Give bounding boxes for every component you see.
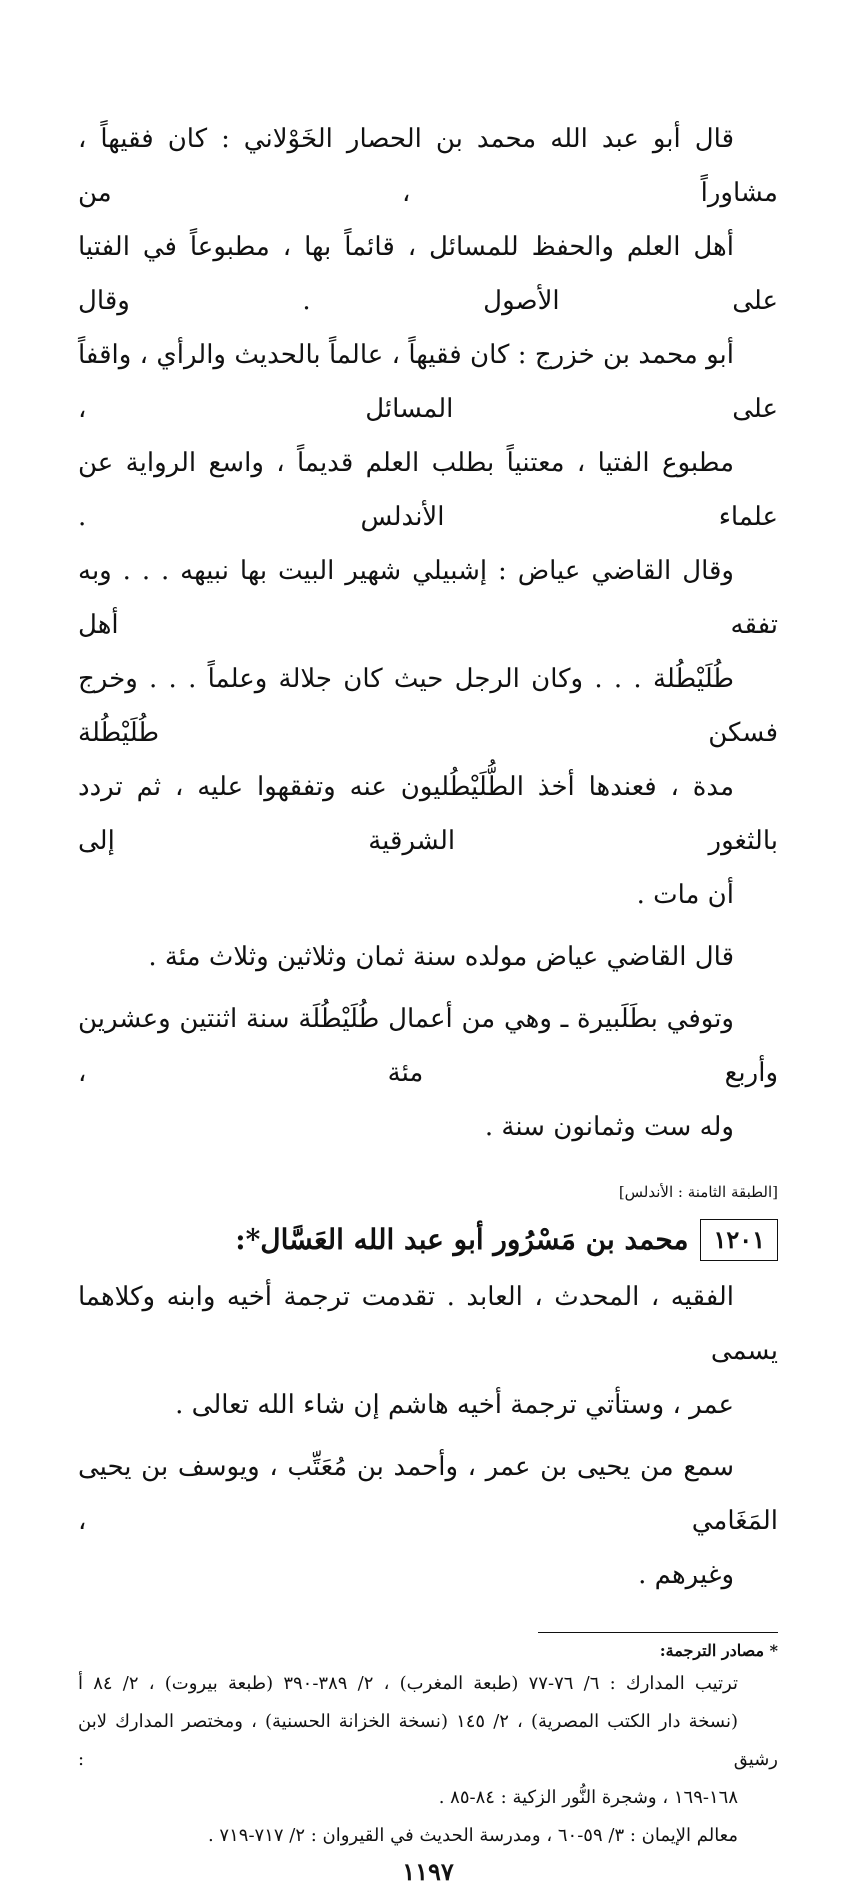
paragraph-description <box>78 1270 778 1432</box>
footnote-line: (نسخة دار الكتب المصرية) ، ٢/ ١٤٥ (نسخة الخزانة الحسنية) ، ومختصر المدارك لابن رشيق : <box>78 1711 778 1770</box>
text-line: مدة ، فعندها أخذ الطُّلَيْطُليون عنه وتفقهوا عليه ، ثم تردد بالثغور الشرقية إلى <box>78 772 778 856</box>
entry-number-box: ١٢٠١ <box>700 1219 778 1261</box>
entry-title: محمد بن مَسْرُور أبو عبد الله العَسَّال*: <box>235 1223 689 1256</box>
text-line: وقال القاضي عياض : إشبيلي شهير البيت بها نبيهه . . . وبه تفقه أهل <box>78 556 778 640</box>
footnote-separator <box>538 1632 778 1633</box>
text-line: أن مات . <box>636 880 734 910</box>
footnote-title: * مصادر الترجمة: <box>659 1641 778 1660</box>
tabaqa-label: [الطبقة الثامنة : الأندلس] <box>618 1183 778 1201</box>
footnote-line: معالم الإيمان : ٣/ ٥٩-٦٠ ، ومدرسة الحديث في القيروان : ٢/ ٧١٧-٧١٩ . <box>207 1825 738 1846</box>
text-line: وغيرهم . <box>638 1560 734 1590</box>
paragraph-biography <box>78 112 778 922</box>
text-line: قال القاضي عياض مولده سنة ثمان وثلاثين وثلاث مئة . <box>148 942 734 972</box>
footnote-sources-1 <box>78 1665 778 1817</box>
text-line: طُلَيْطُلة . . . وكان الرجل حيث كان جلالة وعلماً . . . وخرج فسكن طُلَيْطُلة <box>78 664 778 748</box>
footnote-line: ١٦٨-١٦٩ ، وشجرة النُّور الزكية : ٨٤-٨٥ . <box>438 1787 738 1808</box>
text-line: عمر ، وستأتي ترجمة أخيه هاشم إن شاء الله تعالى . <box>175 1390 734 1420</box>
page-number: ١١٩٧ <box>402 1857 454 1886</box>
paragraph-death <box>78 992 778 1154</box>
text-line: الفقيه ، المحدث ، العابد . تقدمت ترجمة أخيه وابنه وكلاهما يسمى <box>78 1282 778 1366</box>
page-body <box>78 112 778 1886</box>
footnote-line: ترتيب المدارك : ٦/ ٧٦-٧٧ (طبعة المغرب) ، ٢/ ٣٨٩-٣٩٠ (طبعة بيروت) ، ٢/ ٨٤ أ <box>78 1673 738 1694</box>
text-line: أبو محمد بن خزرج : كان فقيهاً ، عالماً بالحديث والرأي ، واقفاً على المسائل ، <box>78 340 778 424</box>
entry-heading <box>78 1218 778 1262</box>
text-line: وله ست وثمانون سنة . <box>484 1112 734 1142</box>
text-line: قال أبو عبد الله محمد بن الحصار الخَوْلاني : كان فقيهاً ، مشاوراً ، من <box>78 124 778 208</box>
text-line: مطبوع الفتيا ، معتنياً بطلب العلم قديماً ، واسع الرواية عن علماء الأندلس . <box>78 448 778 532</box>
paragraph-teachers <box>78 1440 778 1602</box>
footnote-sources-2 <box>78 1817 778 1855</box>
text-line: وتوفي بطَلَبيرة ـ وهي من أعمال طُلَيْطُلَة سنة اثنتين وعشرين وأربع مئة ، <box>78 1004 778 1088</box>
text-line: أهل العلم والحفظ للمسائل ، قائماً بها ، مطبوعاً في الفتيا على الأصول . وقال <box>78 232 778 316</box>
text-line: سمع من يحيى بن عمر ، وأحمد بن مُعَتِّب ، ويوسف بن يحيى المَغَامي ، <box>78 1452 778 1536</box>
paragraph-birth <box>78 930 778 984</box>
